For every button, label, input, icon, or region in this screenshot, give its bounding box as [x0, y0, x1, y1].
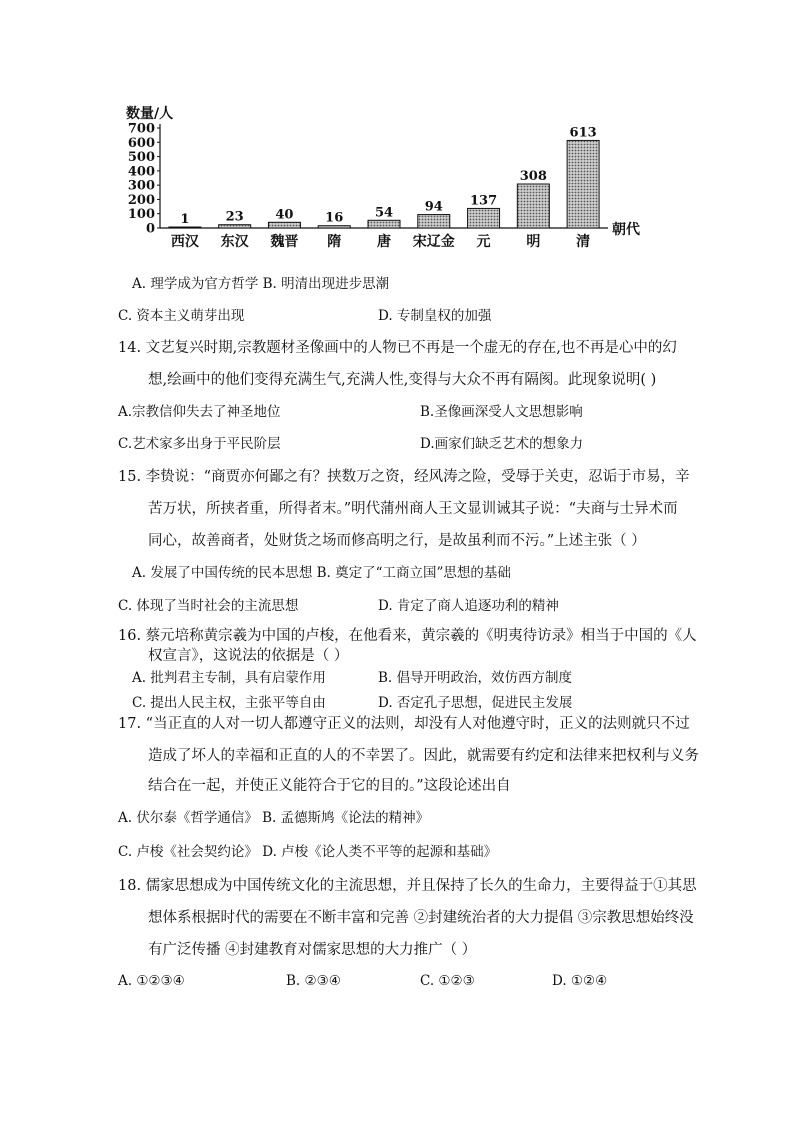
- bar-宋辽金: [418, 215, 450, 228]
- x-tick-label: 明: [526, 234, 541, 250]
- q16-stem-line2: 权宣言》，这说法的依据是（ ）: [148, 648, 349, 664]
- bar-value-label: 40: [275, 207, 294, 223]
- x-tick-label: 隋: [327, 234, 342, 250]
- chart-svg: [118, 98, 678, 250]
- q15-stem-line3: 同心，故善商者，处财货之场而修高明之行，是故虽利而不污。”上述主张（ ）: [148, 533, 646, 549]
- q18-stem-line2: 想体系根据时代的需要在不断丰富和完善 ②封建统治者的大力提倡 ③宗教思想始终没: [148, 910, 694, 926]
- x-tick-label: 东汉: [220, 234, 249, 250]
- q14-option-a: A.宗教信仰失去了神圣地位: [118, 404, 281, 420]
- x-tick-label: 唐: [377, 234, 391, 250]
- x-axis-label: 朝代: [612, 222, 640, 238]
- q13-option-c: C. 资本主义萌芽出现: [118, 308, 245, 324]
- q13-option-a-b: A. 理学成为官方哲学 B. 明清出现进步思潮: [132, 276, 390, 292]
- y-axis-label: 数量/人: [126, 106, 174, 122]
- bar-西汉: [169, 227, 201, 228]
- y-tick-label: 200: [127, 192, 155, 208]
- bar-明: [517, 184, 549, 228]
- q14-option-c: C.艺术家多出身于平民阶层: [118, 436, 281, 452]
- x-tick-label: 清: [576, 234, 591, 250]
- bar-value-label: 137: [469, 193, 498, 209]
- q14-option-d: D.画家们缺乏艺术的想象力: [420, 436, 584, 452]
- q18-option-d: D. ①②④: [552, 973, 608, 989]
- q18-option-c: C. ①②③: [420, 973, 475, 989]
- bar-value-label: 1: [180, 212, 190, 227]
- q14-stem-line2: 想,绘画中的他们变得充满生气,充满人性,变得与大众不再有隔阂。此现象说明( ): [148, 372, 657, 388]
- q17-option-c-d: C. 卢梭《社会契约论》 D. 卢梭《论人类不平等的起源和基础》: [118, 844, 498, 860]
- bar-唐: [368, 220, 400, 228]
- bar-魏晋: [268, 222, 300, 228]
- y-tick-label: 0: [145, 221, 155, 237]
- x-tick-label: 元: [476, 234, 491, 250]
- y-tick-label: 700: [127, 121, 155, 137]
- q16-option-a: A. 批判君主专制，具有启蒙作用: [132, 670, 326, 686]
- q16-option-d: D. 否定孔子思想，促进民主发展: [378, 695, 573, 711]
- x-tick-label: 西汉: [170, 234, 199, 250]
- y-tick-label: 400: [127, 164, 155, 180]
- y-tick-label: 300: [127, 178, 155, 194]
- q14-option-b: B.圣像画深受人文思想影响: [420, 404, 583, 420]
- q15-option-a-b: A. 发展了中国传统的民本思想 B. 奠定了“工商立国”思想的基础: [132, 565, 511, 581]
- bar-元: [468, 208, 500, 228]
- bar-value-label: 613: [569, 125, 597, 141]
- q17-stem-line3: 结合在一起，并使正义能符合于它的目的。”这段论述出自: [148, 778, 511, 794]
- q15-stem-line2: 苦万状，所挟者重，所得者末。”明代蒲州商人王文显训诫其子说：“夫商与士异术而: [148, 501, 678, 517]
- q14-stem-line1: 14. 文艺复兴时期,宗教题材圣像画中的人物已不再是一个虚无的存在,也不再是心中的幻: [118, 340, 677, 356]
- bar-value-label: 54: [374, 205, 394, 221]
- q17-option-a-b: A. 伏尔泰《哲学通信》 B. 孟德斯鸠《论法的精神》: [118, 810, 430, 826]
- q13-option-d: D. 专制皇权的加强: [378, 308, 492, 324]
- q15-option-c: C. 体现了当时社会的主流思想: [118, 598, 299, 614]
- bar-东汉: [219, 225, 251, 228]
- q16-stem-line1: 16. 蔡元培称黄宗羲为中国的卢梭，在他看来，黄宗羲的《明夷待访录》相当于中国的《人: [118, 628, 697, 644]
- x-tick-label: 宋辽金: [412, 234, 455, 250]
- x-tick-label: 魏晋: [270, 234, 299, 250]
- q16-option-c: C. 提出人民主权，主张平等自由: [132, 695, 326, 711]
- q15-option-d: D. 肯定了商人追逐功利的精神: [378, 598, 559, 614]
- bar-value-label: 308: [519, 169, 547, 184]
- y-tick-label: 600: [127, 135, 155, 151]
- q16-option-b: B. 倡导开明政治，效仿西方制度: [378, 670, 573, 686]
- q17-stem-line1: 17. “当正直的人对一切人都遵守正义的法则，却没有人对他遵守时，正义的法则就只不过: [118, 716, 690, 732]
- q18-option-b: B. ②③④: [286, 973, 341, 989]
- bar-value-label: 16: [325, 210, 344, 226]
- bar-隋: [318, 226, 350, 228]
- dynasty-bar-chart: [118, 98, 678, 250]
- q17-stem-line2: 造成了坏人的幸福和正直的人的不幸罢了。因此，就需要有约定和法律来把权利与义务: [148, 748, 699, 764]
- y-tick-label: 100: [127, 207, 155, 223]
- bar-value-label: 94: [424, 199, 443, 215]
- bar-value-label: 23: [225, 209, 244, 225]
- q18-stem-line3: 有广泛传播 ④封建教育对儒家思想的大力推广（ ）: [148, 942, 477, 958]
- q18-stem-line1: 18. 儒家思想成为中国传统文化的主流思想，并且保持了长久的生命力，主要得益于①其思: [118, 878, 697, 894]
- bar-清: [567, 140, 599, 228]
- y-tick-label: 500: [127, 150, 155, 166]
- q18-option-a: A. ①②③④: [118, 973, 185, 989]
- q15-stem-line1: 15. 李贽说：“商贾亦何鄙之有？挟数万之资，经风涛之险，受辱于关吏，忍诟于市易，辛: [118, 469, 690, 485]
